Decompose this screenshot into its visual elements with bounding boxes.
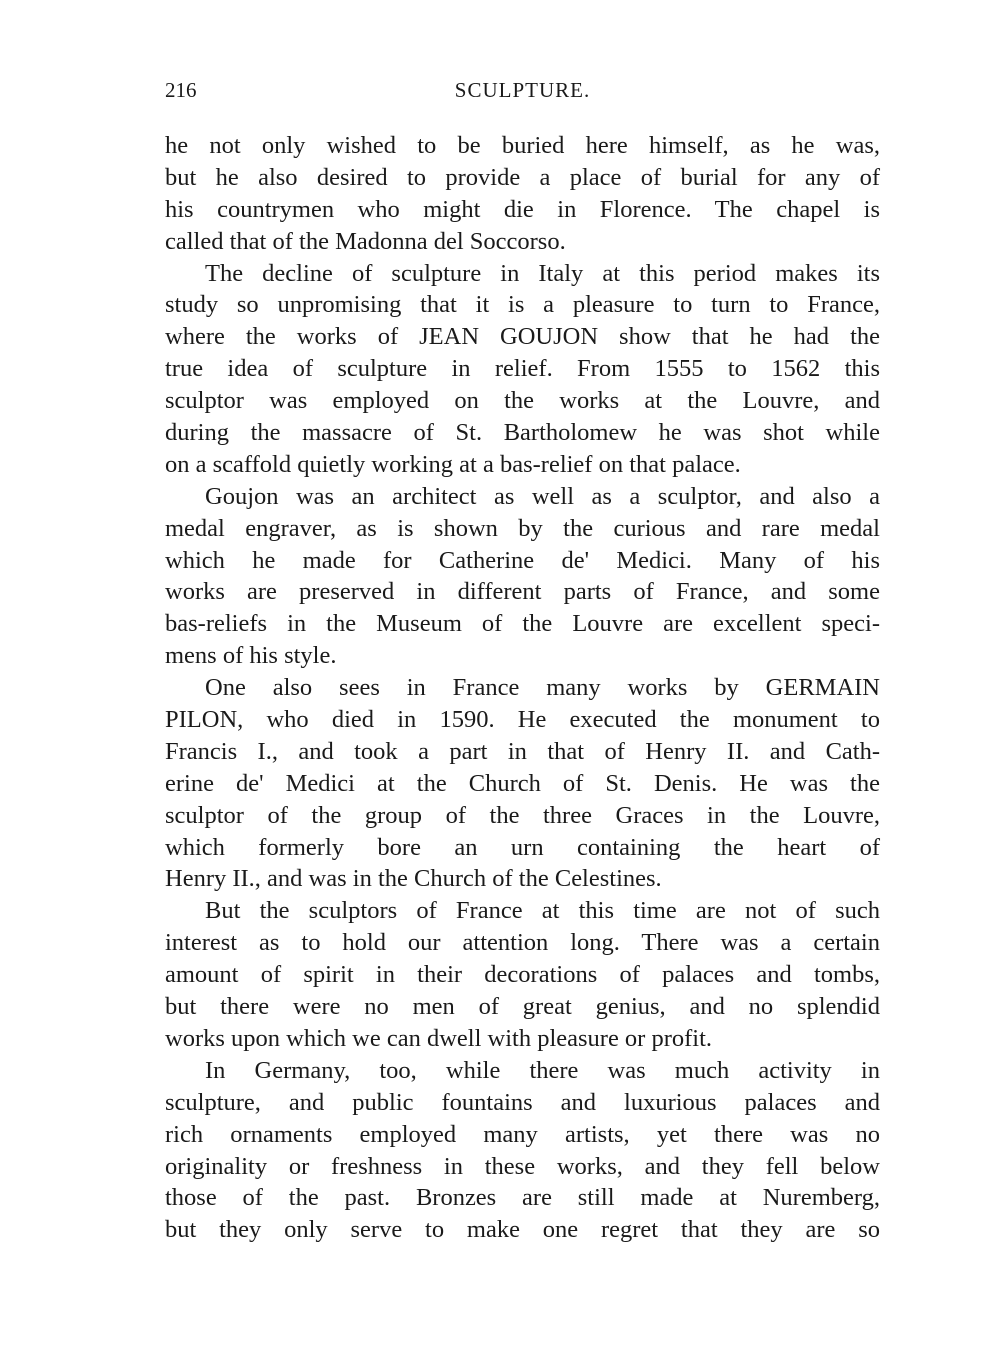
text-line: called that of the Madonna del Soccorso. <box>165 227 566 255</box>
text-line: amount of spirit in their decorations of palaces and tombs, <box>165 961 880 989</box>
text-line: interest as to hold our attention long. There was a certain <box>165 929 880 957</box>
text-line: The decline of sculpture in Italy at this period makes its <box>205 259 880 287</box>
text-line: which he made for Catherine de' Medici. Many of his <box>165 546 880 574</box>
text-line: sculptor was employed on the works at the Louvre, and <box>165 387 880 415</box>
text-line: Goujon was an architect as well as a sculptor, and also a <box>205 482 880 510</box>
text-line: but they only serve to make one regret that they are so <box>165 1216 880 1244</box>
text-line: those of the past. Bronzes are still made at Nuremberg, <box>165 1184 880 1212</box>
text-line: study so unpromising that it is a pleasure to turn to France, <box>165 291 880 319</box>
text-line: works are preserved in different parts of France, and some <box>165 578 880 606</box>
text-line: sculpture, and public fountains and luxurious palaces and <box>165 1088 880 1116</box>
running-title: SCULPTURE. <box>454 78 591 102</box>
text-line: erine de' Medici at the Church of St. Denis. He was the <box>165 769 880 797</box>
text-line: which formerly bore an urn containing the heart of <box>165 833 880 861</box>
text-line: works upon which we can dwell with pleasure or profit. <box>165 1024 713 1052</box>
text-line: Henry II., and was in the Church of the Celestines. <box>165 865 662 893</box>
text-line: medal engraver, as is shown by the curious and rare medal <box>165 514 880 542</box>
paragraph <box>165 258 880 481</box>
text-line: PILON, who died in 1590. He executed the monument to <box>165 706 880 734</box>
paragraph <box>165 895 880 1054</box>
text-line: on a scaffold quietly working at a bas-relief on that palace. <box>165 450 741 478</box>
text-line: during the massacre of St. Bartholomew he was shot while <box>165 419 880 447</box>
text-line: his countrymen who might die in Florence. The chapel is <box>165 195 880 223</box>
text-line: but he also desired to provide a place of burial for any of <box>165 163 880 191</box>
text-line: where the works of JEAN GOUJON show that he had the <box>165 323 880 351</box>
paragraph <box>165 481 880 672</box>
page-number: 216 <box>165 78 197 102</box>
text-line: true idea of sculpture in relief. From 1555 to 1562 this <box>165 355 880 383</box>
text-line: One also sees in France many works by GERMAIN <box>205 674 880 702</box>
text-line: Francis I., and took a part in that of Henry II. and Cath- <box>165 737 880 765</box>
page-body <box>165 130 880 1246</box>
page-header <box>165 78 880 108</box>
text-line: sculptor of the group of the three Graces in the Louvre, <box>165 801 880 829</box>
text-line: In Germany, too, while there was much activity in <box>205 1056 880 1084</box>
text-line: bas-reliefs in the Museum of the Louvre are excellent speci- <box>165 610 880 638</box>
text-line: he not only wished to be buried here himself, as he was, <box>165 132 880 159</box>
text-line: rich ornaments employed many artists, yet there was no <box>165 1120 880 1148</box>
text-line: originality or freshness in these works, and they fell below <box>165 1152 880 1180</box>
paragraph <box>165 672 880 895</box>
paragraph <box>165 130 880 258</box>
text-line: but there were no men of great genius, and no splendid <box>165 993 880 1021</box>
text-line: mens of his style. <box>165 642 337 670</box>
text-line: But the sculptors of France at this time are not of such <box>205 897 880 925</box>
paragraph <box>165 1055 880 1246</box>
